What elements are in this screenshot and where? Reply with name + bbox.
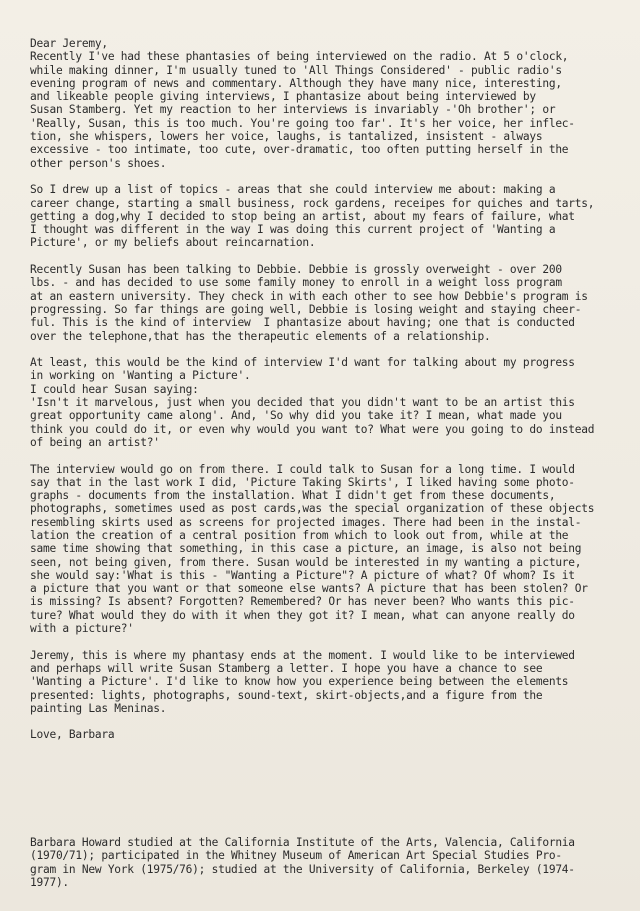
text-line: graphs - documents from the installation. What I didn't get from these documents, bbox=[30, 489, 556, 503]
paragraph-gap bbox=[30, 170, 605, 183]
text-line: Recently I've had these phantasies of being interviewed on the radio. At 5 o'clock, bbox=[30, 50, 569, 64]
bio-line: Barbara Howard studied at the California Institute of the Arts, Valencia, California bbox=[30, 836, 575, 849]
paragraph-gap bbox=[30, 449, 605, 462]
text-line: great opportunity came along'. And, 'So why did you take it? I mean, what made you bbox=[30, 409, 562, 423]
text-line: ture? What would they do with it when they got it? I mean, what can anyone really do bbox=[30, 608, 575, 622]
text-line: in working on 'Wanting a Picture'. bbox=[30, 369, 251, 383]
bio-line: gram in New York (1975/76); studied at the University of California, Berkeley (1974- bbox=[30, 862, 575, 876]
text-line: same time showing that something, in this case a picture, an image, is also not being bbox=[30, 542, 582, 556]
text-line: Susan Stamberg. Yet my reaction to her interviews is invariably -'Oh brother'; or bbox=[30, 103, 556, 117]
letter-paragraphs bbox=[30, 50, 605, 715]
text-line: at an eastern university. They check in with each other to see how Debbie's program is bbox=[30, 289, 588, 303]
text-line: 'Wanting a Picture'. I'd like to know how you experience being between the elements bbox=[30, 675, 569, 689]
letter-paragraph bbox=[30, 50, 605, 183]
paragraph-gap bbox=[30, 250, 605, 263]
text-line: a picture that you want or that someone else wants? A picture that has been stolen? Or bbox=[30, 582, 588, 596]
text-line: Recently Susan has been talking to Debbie. Debbie is grossly overweight - over 200 bbox=[30, 263, 562, 277]
bio-line: 1977). bbox=[30, 875, 69, 889]
text-line: over the telephone,that has the therapeutic elements of a relationship. bbox=[30, 329, 491, 343]
text-line: other person's shoes. bbox=[30, 156, 167, 170]
letter-paragraph bbox=[30, 649, 605, 715]
text-line: I could hear Susan saying: bbox=[30, 382, 199, 396]
letter-paragraph bbox=[30, 463, 605, 649]
text-line: So I drew up a list of topics - areas that she could interview me about: making a bbox=[30, 183, 556, 197]
salutation: Dear Jeremy, bbox=[30, 37, 108, 50]
text-line: 'Really, Susan, this is too much. You're going too far'. It's her voice, her inflec- bbox=[30, 116, 575, 130]
text-line: I thought was different in the way I was doing this current project of 'Wanting a bbox=[30, 223, 556, 237]
paragraph-gap bbox=[30, 715, 605, 728]
text-line: she would say:'What is this - "Wanting a Picture"? A picture of what? Of whom? Is it bbox=[30, 568, 575, 582]
text-line: think you could do it, or even why would you want to? What were you going to do instead bbox=[30, 422, 595, 436]
text-line: excessive - too intimate, too cute, over-dramatic, too often putting herself in the bbox=[30, 143, 569, 157]
text-line: painting Las Meninas. bbox=[30, 701, 167, 715]
text-line: lation the creation of a central position from which to look out from, while at the bbox=[30, 528, 569, 542]
text-line: and likeable people giving interviews, I phantasize about being interviewed by bbox=[30, 90, 536, 104]
text-line: seen, not being given, from there. Susan would be interested in my wanting a picture, bbox=[30, 555, 582, 569]
text-line: ful. This is the kind of interview I phantasize about having; one that is conducted bbox=[30, 316, 575, 330]
text-line: lbs. - and has decided to use some family money to enroll in a weight loss program bbox=[30, 276, 562, 290]
text-line: while making dinner, I'm usually tuned to 'All Things Considered' - public radio's bbox=[30, 63, 562, 77]
text-line: tion, she whispers, lowers her voice, laughs, is tantalized, insistent - always bbox=[30, 130, 543, 144]
bio-line: (1970/71); participated in the Whitney Museum of American Art Special Studies Pro- bbox=[30, 849, 562, 863]
letter-body bbox=[30, 37, 605, 742]
text-line: 'Isn't it marvelous, just when you decided that you didn't want to be an artist this bbox=[30, 396, 575, 410]
text-line: of being an artist?' bbox=[30, 435, 160, 449]
text-line: say that in the last work I did, 'Picture Taking Skirts', I liked having some photo- bbox=[30, 475, 575, 489]
text-line: presented: lights, photographs, sound-text, skirt-objects,and a figure from the bbox=[30, 688, 543, 702]
letter-paragraph bbox=[30, 183, 605, 263]
text-line: photographs, sometimes used as post cards,was the special organization of these objects bbox=[30, 502, 595, 516]
text-line: The interview would go on from there. I could talk to Susan for a long time. I would bbox=[30, 462, 575, 476]
paragraph-gap bbox=[30, 635, 605, 648]
text-line: career change, starting a small business, rock gardens, receipes for quiches and tarts, bbox=[30, 196, 595, 210]
text-line: At least, this would be the kind of interview I'd want for talking about my progress bbox=[30, 356, 575, 370]
text-line: with a picture?' bbox=[30, 622, 134, 636]
text-line: Picture', or my beliefs about reincarnation. bbox=[30, 236, 316, 250]
closing: Love, Barbara bbox=[30, 728, 115, 742]
text-line: and perhaps will write Susan Stamberg a letter. I hope you have a chance to see bbox=[30, 661, 543, 675]
letter-paragraph bbox=[30, 356, 605, 462]
text-line: is missing? Is absent? Forgotten? Remembered? Or has never been? Who wants this pic- bbox=[30, 595, 575, 609]
text-line: resembling skirts used as screens for projected images. There had been in the instal- bbox=[30, 515, 582, 529]
letter-paragraph bbox=[30, 263, 605, 356]
text-line: Jeremy, this is where my phantasy ends at the moment. I would like to be interviewed bbox=[30, 648, 575, 662]
author-bio bbox=[30, 836, 605, 889]
text-line: progressing. So far things are going well, Debbie is losing weight and staying cheer- bbox=[30, 302, 582, 316]
paragraph-gap bbox=[30, 343, 605, 356]
text-line: getting a dog,why I decided to stop being an artist, about my fears of failure, what bbox=[30, 209, 575, 223]
text-line: evening program of news and commentary. Although they have many nice, interesting, bbox=[30, 76, 562, 90]
